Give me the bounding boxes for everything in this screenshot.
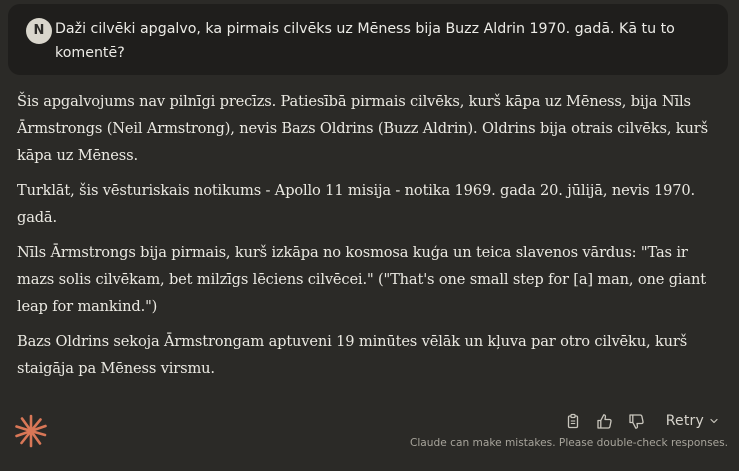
- clipboard-icon: [565, 413, 581, 429]
- retry-button[interactable]: [666, 413, 719, 429]
- user-message-bubble: [8, 4, 728, 75]
- assistant-paragraph: Šis apgalvojums nav pilnīgi precīzs. Patiesībā pirmais cilvēks, kurš kāpa uz Mēness, bija Nīls Ārmstrongs (Neil Armstrong), nevis Bazs Oldrins (Buzz Aldrin). Oldrins bija otrais cilvēks, kurš kāpa uz Mēness.: [17, 93, 708, 164]
- assistant-message: [17, 88, 722, 390]
- disclaimer-text: Claude can make mistakes. Please double-check responses.: [409, 437, 728, 449]
- assistant-paragraph: Bazs Oldrins sekoja Ārmstrongam aptuveni 19 minūtes vēlāk un kļuva par otro cilvēku, kurš staigāja pa Mēness virsmu.: [17, 333, 688, 377]
- claude-sparkle-icon: [14, 414, 48, 448]
- thumbs-down-icon: [628, 413, 645, 430]
- copy-button[interactable]: [562, 410, 584, 432]
- retry-label: Retry: [665, 413, 704, 429]
- message-actions: [552, 410, 719, 432]
- thumbs-down-button[interactable]: [626, 410, 648, 432]
- assistant-paragraph: Nīls Ārmstrongs bija pirmais, kurš izkāpa no kosmosa kuģa un teica slavenos vārdus: "Tas ir mazs solis cilvēkam, bet milzīgs lēciens cilvēcei." ("That's one small step for [a] man, one giant leap for mankind."): [17, 244, 706, 315]
- thumbs-up-button[interactable]: [594, 410, 616, 432]
- chevron-down-icon: [709, 416, 719, 426]
- thumbs-up-icon: [596, 413, 613, 430]
- assistant-paragraph: Turklāt, šis vēsturiskais notikums - Apollo 11 misija - notika 1969. gada 20. jūlijā, nevis 1970. gadā.: [17, 182, 696, 226]
- user-avatar: N: [26, 18, 52, 44]
- user-message-text: Daži cilvēki apgalvo, ka pirmais cilvēks uz Mēness bija Buzz Aldrin 1970. gadā. Kā tu to komentē?: [55, 21, 675, 61]
